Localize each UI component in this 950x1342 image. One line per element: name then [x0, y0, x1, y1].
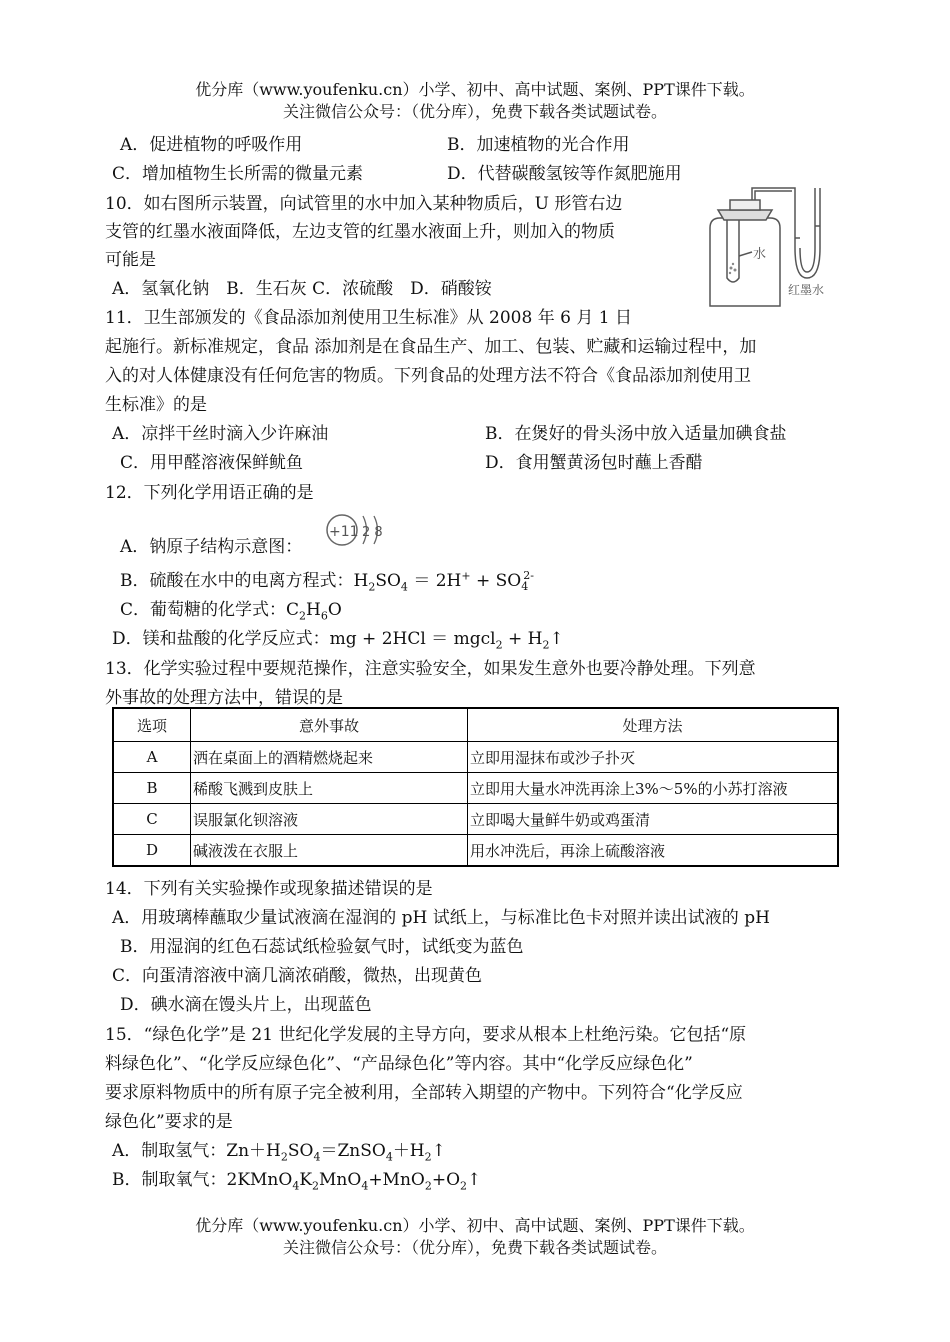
q11-stem-line-3: 入的对人体健康没有任何危害的物质。下列食品的处理方法不符合《食品添加剂使用卫: [105, 366, 751, 386]
q13-stem-line-1: 13．化学实验过程中要规范操作，注意实验安全，如果发生意外也要冷静处理。下列意: [105, 659, 756, 679]
q15-option-b-label: B．制取氧气：: [112, 1170, 227, 1190]
q11-option-a: A．凉拌干丝时滴入少许麻油: [112, 424, 329, 444]
header-line-1: 优分库（www.youfenku.cn）小学、初中、高中试题、案例、PPT课件下载。: [195, 80, 755, 99]
q12-stem: 12．下列化学用语正确的是: [105, 483, 314, 503]
q14-option-a: A．用玻璃棒蘸取少量试液滴在湿润的 pH 试纸上，与标准比色卡对照并读出试液的 pH: [112, 908, 770, 928]
header-option: 选项: [113, 708, 191, 742]
table-header-row: [113, 708, 838, 742]
fig-label-ink: 红墨水: [788, 283, 825, 297]
q14-option-c: C．向蛋清溶液中滴几滴浓硝酸，微热，出现黄色: [112, 966, 483, 986]
q11-stem-line-1: 11．卫生部颁发的《食品添加剂使用卫生标准》从 2008 年 6 月 1 日: [105, 308, 632, 328]
header-line-2: 关注微信公众号：（优分库），免费下载各类试题试卷。: [282, 102, 667, 121]
table-row: [113, 804, 838, 835]
q15-option-a: A．制取氢气：$Zn+H_2SO_4=ZnSO_4+H_2↑$: [112, 1141, 446, 1164]
q12-option-c-label: C．葡萄糖的化学式：: [120, 600, 287, 620]
table-row: [113, 773, 838, 804]
row-method: 立即喝大量鲜牛奶或鸡蛋清: [468, 804, 839, 835]
q15-stem-line-4: 绿色化”要求的是: [105, 1112, 233, 1132]
q10-stem-line-1: 10．如右图所示装置，向试管里的水中加入某种物质后，U 形管右边: [105, 194, 623, 214]
header-method: 处理方法: [468, 708, 839, 742]
row-option: A: [113, 742, 191, 773]
row-accident: 稀酸飞溅到皮肤上: [191, 773, 468, 804]
header-accident: 意外事故: [191, 708, 468, 742]
row-method: 立即用湿抹布或沙子扑灭: [468, 742, 839, 773]
q15-stem-line-2: 料绿色化”、“化学反应绿色化”、“产品绿色化”等内容。其中“化学反应绿色化”: [105, 1054, 693, 1074]
row-method: 用水冲洗后，再涂上硫酸溶液: [468, 835, 839, 867]
q14-option-d: D．碘水滴在馒头片上，出现蓝色: [120, 995, 372, 1015]
footer-line-1: 优分库（www.youfenku.cn）小学、初中、高中试题、案例、PPT课件下载。: [195, 1216, 755, 1235]
q9-option-c: C．增加植物生长所需的微量元素: [112, 164, 364, 184]
q10-stem-line-3: 可能是: [105, 250, 156, 270]
q12-option-b-label: B．硫酸在水中的电离方程式：: [120, 571, 354, 591]
fig-label-water: 水: [753, 247, 767, 262]
q15-option-b: B．制取氧气：$2KMnO_4K_2MnO_4+MnO_2+O_2↑$: [112, 1170, 482, 1193]
accident-table: [112, 707, 839, 867]
q11-stem-line-4: 生标准》的是: [105, 395, 207, 415]
atom-nucleus-label: +11: [329, 524, 359, 540]
row-accident: 洒在桌面上的酒精燃烧起来: [191, 742, 468, 773]
q13-stem-line-2: 外事故的处理方法中，错误的是: [105, 688, 343, 708]
q9-option-b: B．加速植物的光合作用: [447, 135, 630, 155]
q12-option-d: D．镁和盐酸的化学反应式：mg + 2HCl ＝ mgcl$_2$ + $H_2↑$: [112, 629, 564, 652]
row-method: 立即用大量水冲洗再涂上3%～5%的小苏打溶液: [468, 773, 839, 804]
q15-stem-line-3: 要求原料物质中的所有原子完全被利用，全部转入期望的产物中。下列符合“化学反应: [105, 1083, 743, 1103]
q14-stem: 14．下列有关实验操作或现象描述错误的是: [105, 879, 433, 899]
q12-option-c: C．葡萄糖的化学式：$C_2H_6O$: [120, 600, 342, 623]
q11-option-d: D．食用蟹黄汤包时蘸上香醋: [485, 453, 703, 473]
table-row: [113, 742, 838, 773]
q15-stem-line-1: 15．“绿色化学”是 21 世纪化学发展的主导方向，要求从根本上杜绝污染。它包括“原: [105, 1025, 747, 1045]
footer-line-2: 关注微信公众号：（优分库），免费下载各类试题试卷。: [282, 1238, 667, 1257]
q11-stem-line-2: 起施行。新标准规定，食品 添加剂是在食品生产、加工、包装、贮藏和运输过程中，加: [105, 337, 757, 357]
q10-options: A．氢氧化钠 B．生石灰 C．浓硫酸 D．硝酸铵: [112, 279, 492, 299]
q9-option-d: D．代替碳酸氢铵等作氮肥施用: [447, 164, 682, 184]
q12-option-d-label: D．镁和盐酸的化学反应式：: [112, 629, 330, 649]
q15-option-a-label: A．制取氢气：: [112, 1141, 227, 1161]
row-option: B: [113, 773, 191, 804]
row-option: D: [113, 835, 191, 867]
q11-option-b: B．在煲好的骨头汤中放入适量加碘食盐: [485, 424, 787, 444]
table-row: [113, 835, 838, 867]
row-accident: 碱液泼在衣服上: [191, 835, 468, 867]
row-accident: 误服氯化钡溶液: [191, 804, 468, 835]
q12-option-a: A．钠原子结构示意图：: [120, 537, 303, 557]
sodium-atom-diagram: [322, 512, 394, 552]
q14-option-b: B．用湿润的红色石蕊试纸检验氨气时，试纸变为蓝色: [120, 937, 524, 957]
q10-stem-line-2: 支管的红墨水液面降低，左边支管的红墨水液面上升，则加入的物质: [105, 222, 615, 242]
q11-option-c: C．用甲醛溶液保鲜鱿鱼: [120, 453, 304, 473]
q9-option-a: A．促进植物的呼吸作用: [120, 135, 303, 155]
apparatus-figure: [700, 178, 845, 313]
row-option: C: [113, 804, 191, 835]
q12-option-b: B．硫酸在水中的电离方程式：$H_2SO_4 = 2H^+ + SO_4^{2-}$: [120, 569, 534, 594]
atom-shells-label: 2 8: [362, 525, 383, 540]
